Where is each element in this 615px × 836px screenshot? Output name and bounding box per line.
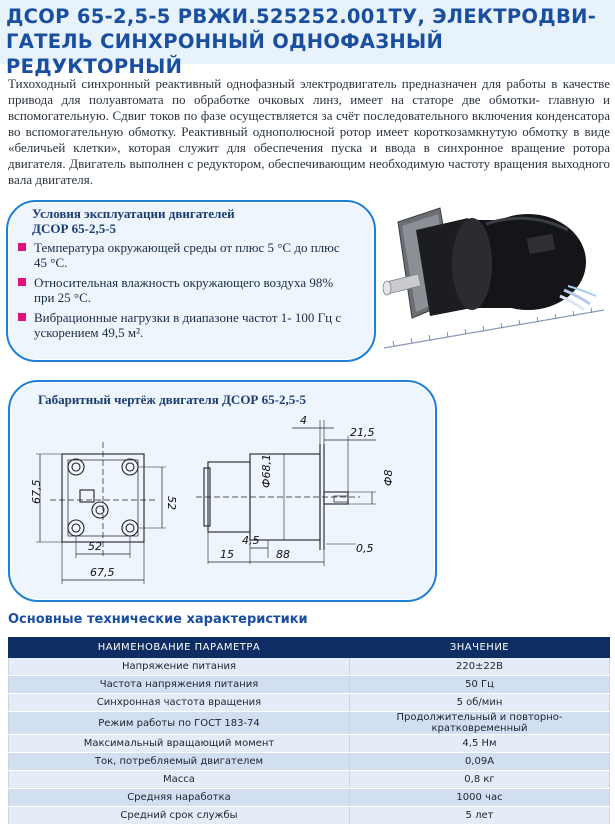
dim-215: 21,5	[350, 426, 375, 439]
column-header-parameter: НАИМЕНОВАНИЕ ПАРАМЕТРА	[9, 638, 350, 658]
conditions-title-line2: ДСОР 65-2,5-5	[32, 221, 117, 236]
dim-15: 15	[220, 548, 234, 561]
conditions-item-text: Относительная влажность окружающего воздуха 98% при 25 °С.	[34, 275, 334, 305]
value-cell: 1000 час	[350, 789, 610, 807]
conditions-item	[14, 310, 354, 340]
param-cell: Максимальный вращающий момент	[9, 735, 350, 753]
value-cell: Продолжительный и повторно-кратковременный	[350, 712, 610, 735]
conditions-item	[14, 240, 354, 270]
table-row	[9, 735, 610, 753]
dim-45: 4,5	[242, 534, 260, 547]
dim-675-left: 67,5	[30, 479, 43, 504]
param-cell: Средний срок службы	[9, 807, 350, 825]
motor-photo-illustration	[378, 200, 608, 360]
table-row	[9, 694, 610, 712]
param-cell: Напряжение питания	[9, 658, 350, 676]
conditions-item-text: Вибрационные нагрузки в диапазоне частот 1- 100 Гц с ускорением 49,5 м².	[34, 310, 342, 340]
param-cell: Масса	[9, 771, 350, 789]
bullet-square-icon	[18, 278, 26, 286]
dimension-drawing	[10, 382, 435, 600]
table-row	[9, 658, 610, 676]
conditions-title	[32, 206, 235, 236]
conditions-item-text: Температура окружающей среды от плюс 5 °С до плюс 45 °С.	[34, 240, 340, 270]
dim-88: 88	[276, 548, 290, 561]
intro-paragraph: Тихоходный синхронный реактивный однофазный электродвигатель предназначен для работы в качестве привода для полуавтомата по обработке очковых линз, имеет на статоре две обмотки- главную и вспомогательную. Сдвиг токов по фазе осуществляется за счёт последовательного включения конденсатора во вспомогательную обмотку. Реактивный однополюсной ротор имеет короткозамкнутую обмотку в виде «беличьей клетки», которая служит для обеспечения пуска и ввода в синхронное вращение ротора двигателя. Двигатель выполнен с редуктором, обеспечивающим необходимую частоту вращения выходного вала двигателя.	[8, 76, 610, 187]
drawing-panel	[8, 380, 437, 602]
value-cell: 5 лет	[350, 807, 610, 825]
dim-675-bottom: 67,5	[90, 566, 115, 579]
value-cell: 4,5 Нм	[350, 735, 610, 753]
motor-photo	[378, 200, 608, 360]
value-cell: 0,09А	[350, 753, 610, 771]
param-cell: Синхронная частота вращения	[9, 694, 350, 712]
page-title: ДСОР 65-2,5-5 РВЖИ.525252.001ТУ, ЭЛЕКТРОДВИ-ГАТЕЛЬ СИНХРОННЫЙ ОДНОФАЗНЫЙ РЕДУКТОРНЫЙ	[6, 5, 597, 78]
specs-header-row	[9, 638, 610, 658]
drawing-title: Габаритный чертёж двигателя ДСОР 65-2,5-5	[38, 392, 307, 407]
value-cell: 0,8 кг	[350, 771, 610, 789]
dim-52-bottom: 52	[88, 540, 102, 553]
conditions-panel	[6, 200, 376, 362]
dim-4: 4	[300, 414, 307, 427]
value-cell: 5 об/мин	[350, 694, 610, 712]
param-cell: Ток, потребляемый двигателем	[9, 753, 350, 771]
dim-phi-8: Ф8	[382, 469, 395, 486]
bullet-square-icon	[18, 243, 26, 251]
bullet-square-icon	[18, 313, 26, 321]
dim-phi-681: Ф68,1	[260, 454, 273, 488]
column-header-value: ЗНАЧЕНИЕ	[350, 638, 610, 658]
conditions-title-line1: Условия эксплуатации двигателей	[32, 206, 235, 221]
param-cell: Средняя наработка	[9, 789, 350, 807]
conditions-list	[14, 240, 354, 345]
table-row	[9, 753, 610, 771]
table-row	[9, 712, 610, 735]
dim-05: 0,5	[356, 542, 374, 555]
specs-table	[8, 637, 610, 825]
value-cell: 220±22В	[350, 658, 610, 676]
specs-section-title: Основные технические характеристики	[8, 612, 308, 627]
value-cell: 50 Гц	[350, 676, 610, 694]
dim-52-right: 52	[165, 496, 178, 510]
table-row	[9, 676, 610, 694]
table-row	[9, 807, 610, 825]
param-cell: Частота напряжения питания	[9, 676, 350, 694]
page-header	[0, 0, 615, 78]
table-row	[9, 771, 610, 789]
conditions-item	[14, 275, 354, 305]
param-cell: Режим работы по ГОСТ 183-74	[9, 712, 350, 735]
table-row	[9, 789, 610, 807]
